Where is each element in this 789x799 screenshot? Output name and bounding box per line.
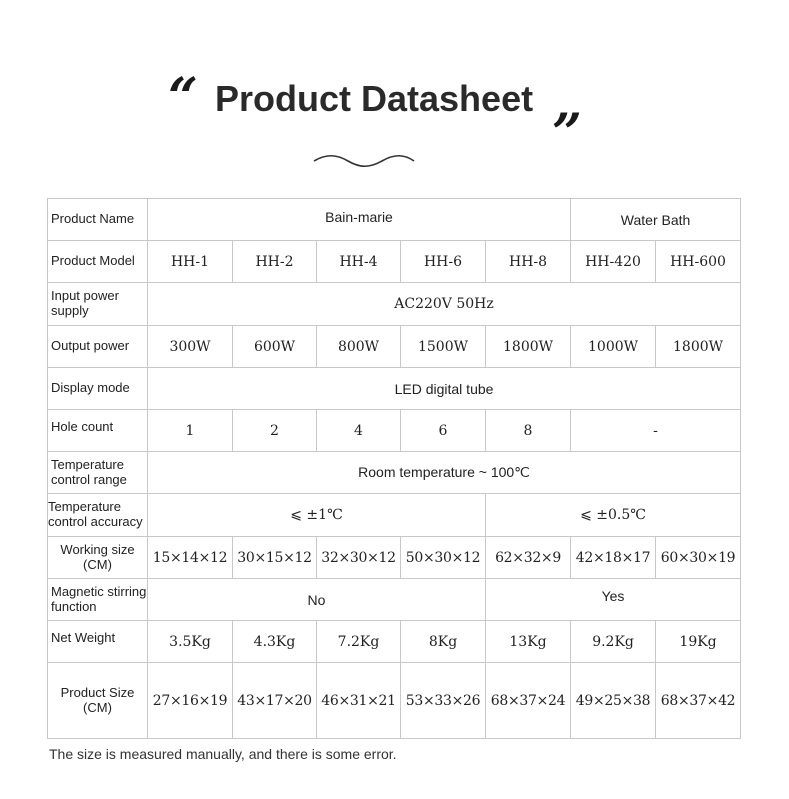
label-display-mode: Display mode: [48, 368, 148, 410]
output-power-cell: 1800W: [656, 326, 741, 368]
model-cell: HH-2: [233, 241, 317, 283]
net-weight-cell: 9.2Kg: [571, 621, 656, 663]
product-size-cell: 46×31×21: [317, 663, 401, 739]
working-size-cell: 62×32×9: [486, 537, 571, 579]
temp-range-value: Room temperature ~ 100℃: [148, 452, 741, 494]
hole-count-water-bath: -: [571, 410, 741, 452]
hole-count-cell: 6: [401, 410, 486, 452]
output-power-cell: 300W: [148, 326, 233, 368]
row-product-size: [48, 663, 741, 739]
open-quote-mark: “: [168, 67, 192, 128]
label-temp-accuracy: Temperature control accuracy: [48, 494, 148, 537]
label-stirring: Magnetic stirring function: [48, 579, 148, 621]
label-working-size: Working size (CM): [48, 537, 148, 579]
stirring-yes: Yes: [486, 579, 741, 621]
row-stirring: [48, 579, 741, 621]
temp-accuracy-05c: ⩽ ±0.5℃: [486, 494, 741, 537]
close-quote-mark: ”: [552, 103, 576, 164]
output-power-cell: 1000W: [571, 326, 656, 368]
model-cell: HH-6: [401, 241, 486, 283]
row-product-model: [48, 241, 741, 283]
label-product-name: Product Name: [48, 199, 148, 241]
product-size-cell: 53×33×26: [401, 663, 486, 739]
row-net-weight: [48, 621, 741, 663]
product-size-cell: 43×17×20: [233, 663, 317, 739]
hole-count-cell: 8: [486, 410, 571, 452]
working-size-cell: 50×30×12: [401, 537, 486, 579]
working-size-cell: 32×30×12: [317, 537, 401, 579]
output-power-cell: 800W: [317, 326, 401, 368]
row-hole-count: [48, 410, 741, 452]
row-display-mode: [48, 368, 741, 410]
net-weight-cell: 19Kg: [656, 621, 741, 663]
input-power-value: AC220V 50Hz: [148, 283, 741, 326]
working-size-cell: 30×15×12: [233, 537, 317, 579]
output-power-cell: 1800W: [486, 326, 571, 368]
model-cell: HH-1: [148, 241, 233, 283]
model-cell: HH-600: [656, 241, 741, 283]
label-hole-count: Hole count: [48, 410, 148, 452]
display-mode-value: LED digital tube: [148, 368, 741, 410]
net-weight-cell: 3.5Kg: [148, 621, 233, 663]
model-cell: HH-8: [486, 241, 571, 283]
row-output-power: [48, 326, 741, 368]
output-power-cell: 600W: [233, 326, 317, 368]
working-size-cell: 42×18×17: [571, 537, 656, 579]
label-input-power: Input power supply: [48, 283, 148, 326]
product-name-bain-marie: Bain-marie: [148, 199, 571, 241]
product-name-water-bath: Water Bath: [571, 199, 741, 241]
row-temp-range: [48, 452, 741, 494]
model-cell: HH-4: [317, 241, 401, 283]
datasheet-table: [47, 198, 741, 739]
page-title: Product Datasheet: [215, 78, 534, 119]
row-input-power: [48, 283, 741, 326]
net-weight-cell: 4.3Kg: [233, 621, 317, 663]
working-size-cell: 60×30×19: [656, 537, 741, 579]
net-weight-cell: 8Kg: [401, 621, 486, 663]
hole-count-cell: 4: [317, 410, 401, 452]
label-product-model: Product Model: [48, 241, 148, 283]
hole-count-cell: 2: [233, 410, 317, 452]
label-output-power: Output power: [48, 326, 148, 368]
row-product-name: [48, 199, 741, 241]
label-product-size: Product Size (CM): [48, 663, 148, 739]
label-temp-range: Temperature control range: [48, 452, 148, 494]
hole-count-cell: 1: [148, 410, 233, 452]
decorative-wave-divider: [312, 152, 416, 168]
row-temp-accuracy: [48, 494, 741, 537]
product-size-cell: 68×37×42: [656, 663, 741, 739]
product-size-cell: 68×37×24: [486, 663, 571, 739]
net-weight-cell: 13Kg: [486, 621, 571, 663]
working-size-cell: 15×14×12: [148, 537, 233, 579]
net-weight-cell: 7.2Kg: [317, 621, 401, 663]
row-working-size: [48, 537, 741, 579]
product-size-cell: 27×16×19: [148, 663, 233, 739]
output-power-cell: 1500W: [401, 326, 486, 368]
label-net-weight: Net Weight: [48, 621, 148, 663]
temp-accuracy-1c: ⩽ ±1℃: [148, 494, 486, 537]
footnote: The size is measured manually, and there is some error.: [49, 746, 397, 762]
model-cell: HH-420: [571, 241, 656, 283]
stirring-no: No: [148, 579, 486, 621]
product-size-cell: 49×25×38: [571, 663, 656, 739]
